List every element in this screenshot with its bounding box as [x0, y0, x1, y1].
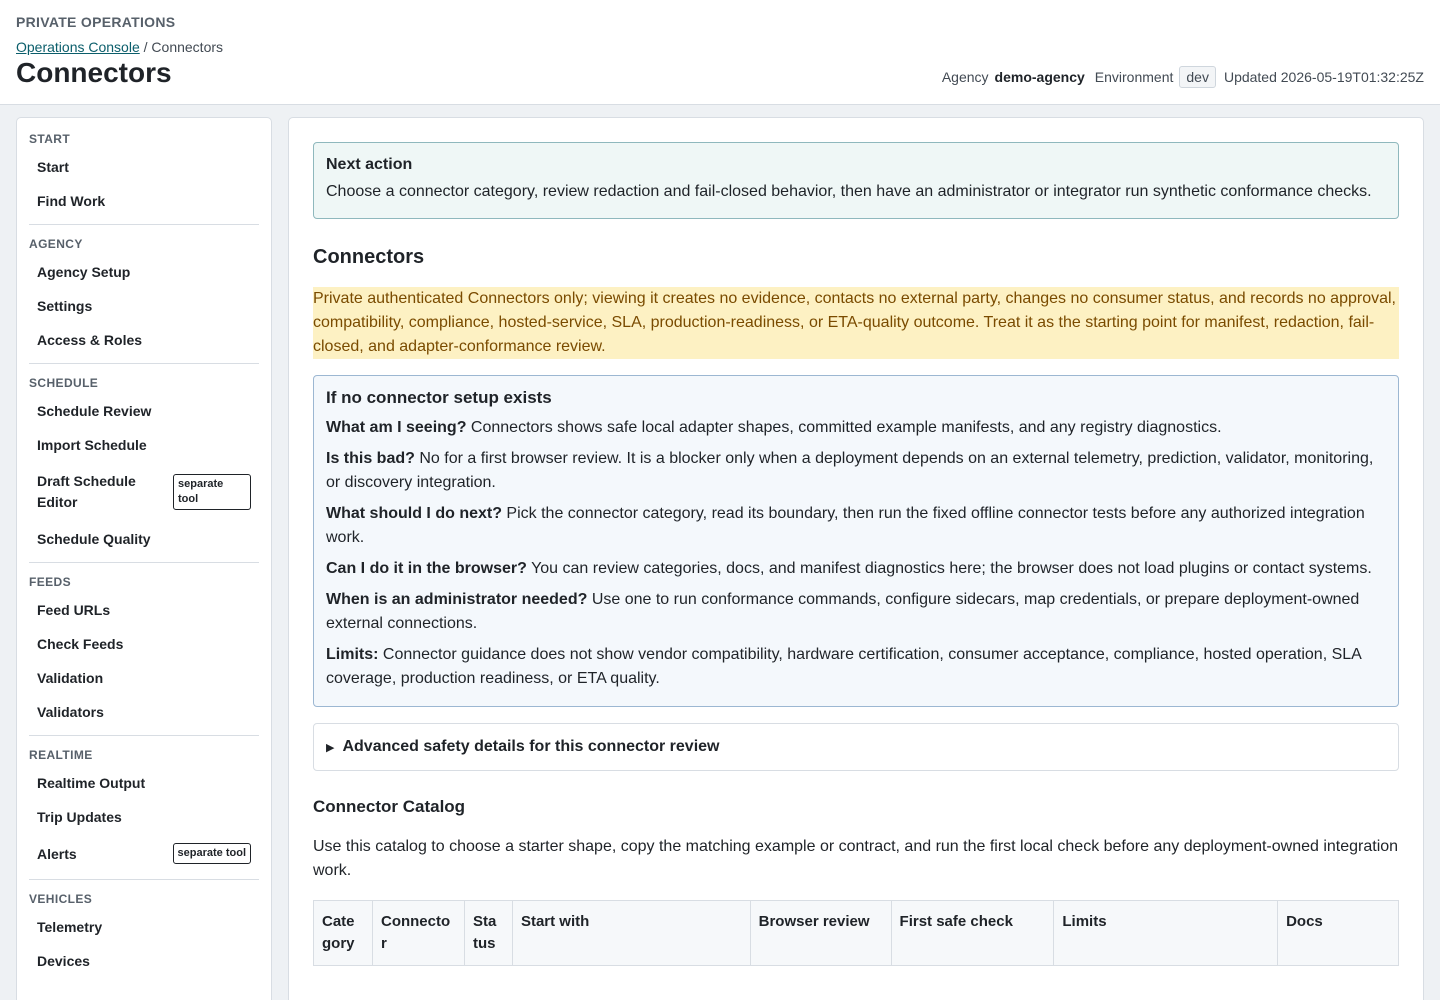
nav-group-schedule	[29, 374, 259, 563]
breadcrumb-separator: /	[143, 39, 148, 55]
column-header: Docs	[1278, 901, 1399, 966]
nav-group-realtime	[29, 746, 259, 880]
sidebar-item-access-and-roles[interactable]	[29, 323, 259, 357]
sidebar-item-realtime-output[interactable]	[29, 766, 259, 800]
info-row	[326, 502, 1386, 550]
info-answer: Pick the connector category, read its boundary, then run the fixed offline connector tests before any authorized integration work.	[326, 505, 1365, 546]
sidebar-item-schedule-review[interactable]	[29, 394, 259, 428]
sidebar-item-label: Devices	[37, 953, 90, 970]
nav-group-feeds	[29, 573, 259, 736]
advanced-safety-details-toggle[interactable]	[313, 723, 1399, 771]
sidebar-item-draft-schedule-editor[interactable]	[29, 462, 259, 522]
sidebar-item-devices[interactable]	[29, 944, 259, 978]
disclosure-triangle-icon: ▶	[326, 741, 335, 754]
info-answer: Connectors shows safe local adapter shapes, committed example manifests, and any registry diagnostics.	[466, 419, 1222, 436]
environment-badge: dev	[1179, 66, 1216, 88]
sidebar-item-import-schedule[interactable]	[29, 428, 259, 462]
sidebar-item-label: Feed URLs	[37, 602, 111, 618]
page-body	[0, 105, 1440, 1000]
info-answer: No for a first browser review. It is a blocker only when a deployment depends on an external telemetry, prediction, validator, monitoring, or discovery integration.	[326, 450, 1374, 491]
column-header: Cate gory	[314, 901, 373, 966]
column-header: Connecto r	[372, 901, 464, 966]
environment-label: Environment	[1094, 69, 1174, 85]
info-answer: Connector guidance does not show vendor compatibility, hardware certification, consumer acceptance, compliance, hosted operation, SLA coverage, production readiness, or ETA quality.	[326, 646, 1361, 687]
agency-value: demo-agency	[994, 69, 1085, 85]
scope-warning: Private authenticated Connectors only; viewing it creates no evidence, contacts no external party, changes no consumer status, and records no approval, compatibility, compliance, hosted-service, SLA, production-readiness, or ETA-quality outcome. Treat it as the starting point for manifest, redaction, fail-closed, and adapter-conformance review.	[313, 287, 1399, 359]
info-row	[326, 588, 1386, 636]
no-setup-info-panel	[313, 375, 1399, 707]
sidebar-item-label: Agency Setup	[37, 264, 131, 280]
nav-heading: START	[29, 132, 71, 146]
table-header-row	[314, 901, 1399, 966]
info-question: What should I do next?	[326, 505, 502, 522]
connector-catalog-table	[313, 900, 1399, 966]
sidebar-nav	[16, 117, 272, 1000]
nav-heading: FEEDS	[29, 575, 72, 589]
info-question: When is an administrator needed?	[326, 591, 588, 608]
info-row	[326, 447, 1386, 495]
context-meta	[942, 66, 1424, 88]
sidebar-item-alerts[interactable]	[29, 834, 259, 873]
sidebar-item-telemetry[interactable]	[29, 910, 259, 944]
nav-group-vehicles	[29, 890, 259, 984]
sidebar-item-label: Validators	[37, 704, 104, 720]
sidebar-item-schedule-quality[interactable]	[29, 522, 259, 556]
nav-group-agency	[29, 235, 259, 364]
sidebar-item-label: Realtime Output	[37, 775, 146, 791]
sidebar-item-label: Schedule Quality	[37, 531, 151, 547]
page-title: Connectors	[16, 57, 172, 88]
separate-tool-badge: separate tool	[173, 843, 251, 864]
sidebar-item-validators[interactable]	[29, 695, 259, 729]
sidebar-item-label: Settings	[37, 298, 93, 314]
info-rows	[326, 416, 1386, 691]
sidebar-item-label: Start	[37, 159, 69, 175]
info-row	[326, 643, 1386, 691]
sidebar-item-label: Alerts	[37, 845, 77, 862]
sidebar-item-label: Validation	[37, 670, 104, 686]
column-header: Browser review	[750, 901, 891, 966]
info-question: What am I seeing?	[326, 419, 467, 436]
main-content	[288, 117, 1424, 1000]
top-header	[0, 0, 1440, 105]
nav-heading: SCHEDULE	[29, 376, 99, 390]
sidebar-item-label: Access & Roles	[37, 332, 143, 348]
sidebar-item-label: Import Schedule	[37, 437, 147, 453]
agency-label: Agency	[941, 69, 989, 85]
sidebar-item-label: Check Feeds	[37, 636, 124, 652]
column-header: Start with	[512, 901, 750, 966]
info-answer: Use one to run conformance commands, configure sidecars, map credentials, or prepare deployment-owned external connections.	[326, 591, 1360, 632]
sidebar-item-validation[interactable]	[29, 661, 259, 695]
info-question: Is this bad?	[326, 450, 415, 467]
nav-group-start	[29, 130, 259, 225]
info-question: Limits:	[326, 646, 379, 663]
info-row	[326, 416, 1386, 440]
sidebar-item-label: Trip Updates	[37, 809, 122, 825]
column-header: Limits	[1054, 901, 1278, 966]
sidebar-item-label: Find Work	[37, 193, 106, 209]
info-title: If no connector setup exists	[326, 388, 552, 407]
next-action-title: Next action	[326, 156, 413, 173]
nav-heading: AGENCY	[29, 237, 83, 251]
breadcrumb	[16, 39, 1424, 55]
sidebar-item-check-feeds[interactable]	[29, 627, 259, 661]
sidebar-item-find-work[interactable]	[29, 184, 259, 218]
sidebar-item-label: Schedule Review	[37, 403, 152, 419]
catalog-title: Connector Catalog	[313, 797, 466, 816]
next-action-text: Choose a connector category, review redaction and fail-closed behavior, then have an administrator or integrator run synthetic conformance checks.	[326, 183, 1372, 200]
breadcrumb-current: Connectors	[151, 39, 224, 55]
nav-heading: REALTIME	[29, 748, 93, 762]
details-label: Advanced safety details for this connector review	[342, 738, 720, 755]
updated-timestamp: Updated 2026-05-19T01:32:25Z	[1223, 69, 1424, 85]
catalog-description: Use this catalog to choose a starter shape, copy the matching example or contract, and run the first local check before any deployment-owned integration work.	[313, 838, 1399, 879]
column-header: First safe check	[891, 901, 1054, 966]
org-label: PRIVATE OPERATIONS	[16, 14, 176, 30]
sidebar-item-agency-setup[interactable]	[29, 255, 259, 289]
section-title: Connectors	[313, 246, 425, 268]
info-row	[326, 557, 1386, 581]
next-action-callout	[313, 142, 1399, 219]
info-question: Can I do it in the browser?	[326, 560, 527, 577]
sidebar-item-label: Telemetry	[37, 919, 103, 936]
nav-heading: VEHICLES	[29, 892, 93, 907]
breadcrumb-root-link[interactable]: Operations Console	[16, 39, 140, 55]
sidebar-item-feed-urls[interactable]	[29, 593, 259, 627]
sidebar-item-trip-updates[interactable]	[29, 800, 259, 834]
column-header: Sta tus	[464, 901, 512, 966]
sidebar-item-label: Draft Schedule Editor	[37, 473, 136, 510]
sidebar-item-start[interactable]	[29, 150, 259, 184]
separate-tool-badge: separate tool	[173, 474, 251, 511]
sidebar-item-settings[interactable]	[29, 289, 259, 323]
info-answer: You can review categories, docs, and manifest diagnostics here; the browser does not load plugins or contact systems.	[526, 560, 1372, 577]
